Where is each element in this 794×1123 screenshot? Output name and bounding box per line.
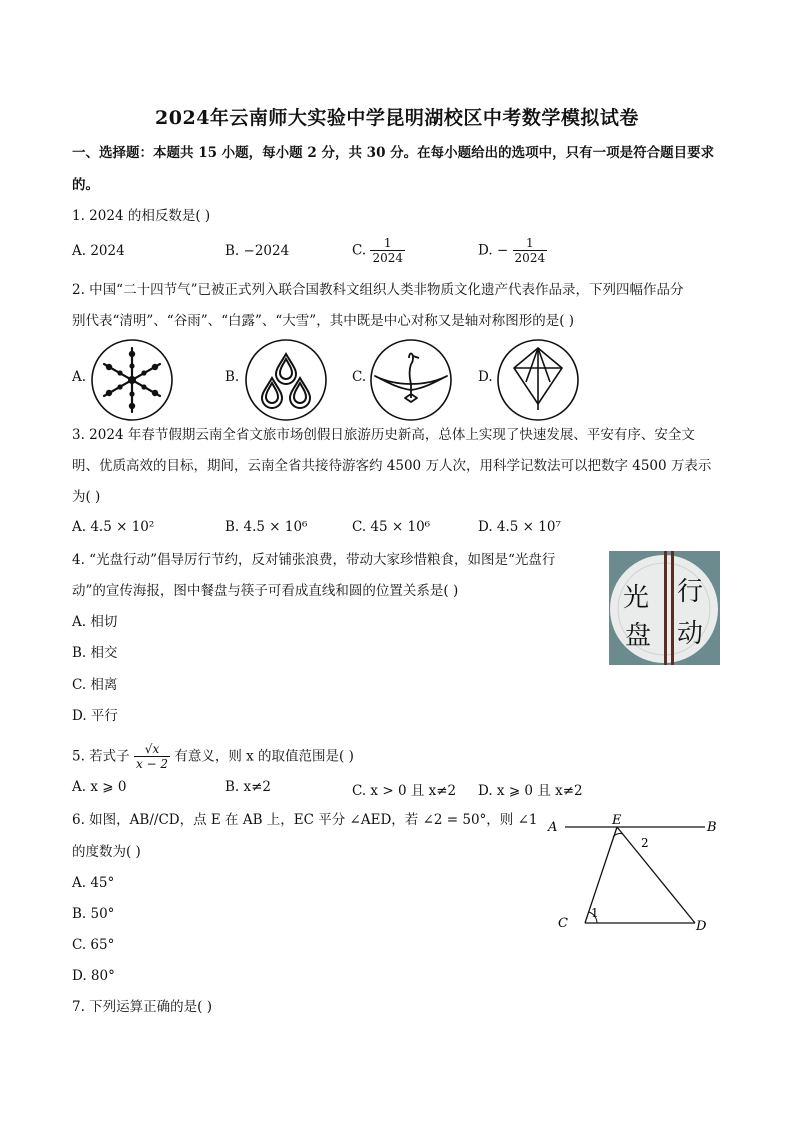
q7-stem: 7. 下列运算正确的是( ) <box>72 999 212 1015</box>
q5-denominator: x − 2 <box>135 757 169 771</box>
poster-char-1: 光 <box>623 583 650 613</box>
q5-stem-prefix: 5. 若式子 <box>72 748 130 765</box>
label-angle-1: 1 <box>591 906 599 920</box>
poster-char-2: 行 <box>677 577 704 607</box>
poster-char-4: 动 <box>677 619 704 649</box>
clean-plate-poster <box>609 551 720 665</box>
q2-option-a-label: A. <box>72 369 87 385</box>
q5-stem <box>72 738 354 774</box>
q5-fraction <box>134 742 170 771</box>
q4-option-d: D. 平行 <box>72 708 118 724</box>
kite-icon <box>496 338 580 422</box>
snowflake-icon <box>90 338 174 422</box>
q1-option-c-fraction <box>370 236 405 265</box>
label-a: A <box>548 820 558 835</box>
q6-option-a: A. 45° <box>72 875 115 891</box>
q3-stem-line1: 3. 2024 年春节假期云南全省文旅市场创假日旅游历史新高，总体上实现了快速发展、平安有序、安全文 <box>72 427 695 443</box>
section-instruction-line2: 的。 <box>72 177 99 193</box>
q1-stem: 1. 2024 的相反数是( ) <box>72 208 211 224</box>
q2-option-d-label: D. <box>478 369 493 385</box>
q2-option-c-label: C. <box>352 369 367 385</box>
q3-option-a: A. 4.5 × 10² <box>72 519 155 535</box>
q5-option-a: A. x ⩾ 0 <box>72 779 127 795</box>
q5-stem-suffix: 有意义，则 x 的取值范围是( ) <box>174 748 354 765</box>
q6-option-c: C. 65° <box>72 937 115 953</box>
q6-geometry-figure <box>545 810 725 940</box>
q5-option-b: B. x≠2 <box>225 779 272 795</box>
chopstick-left <box>664 551 667 665</box>
poster-char-3: 盘 <box>625 621 652 651</box>
q1-option-c-label: C. <box>352 242 367 259</box>
q5-option-d: D. x ⩾ 0 且 x≠2 <box>478 783 583 799</box>
q3-option-b: B. 4.5 × 10⁶ <box>225 519 308 535</box>
q2-option-b-label: B. <box>225 369 240 385</box>
q3-option-d: D. 4.5 × 10⁷ <box>478 519 561 535</box>
q6-stem-line2: 的度数为( ) <box>72 844 141 860</box>
raindrops-icon <box>244 338 328 422</box>
q3-option-c: C. 45 × 10⁶ <box>352 519 431 535</box>
q1-option-d <box>478 236 547 265</box>
q3-stem-line3: 为( ) <box>72 489 101 505</box>
q5-numerator: √x <box>134 742 170 757</box>
label-d: D <box>696 919 707 934</box>
q1-option-c-denominator: 2024 <box>372 251 403 265</box>
page-title: 2024年云南师大实验中学昆明湖校区中考数学模拟试卷 <box>155 107 639 129</box>
segment-ec <box>585 827 617 923</box>
label-b: B <box>707 820 717 835</box>
q1-option-c <box>352 236 405 265</box>
q4-option-a: A. 相切 <box>72 614 118 630</box>
q2-stem-line1: 2. 中国“二十四节气”已被正式列入联合国教科文组织人类非物质文化遗产代表作品录，下列四幅作品分 <box>72 282 684 298</box>
q1-option-b: B. −2024 <box>225 243 290 259</box>
q2-stem-line2: 别代表“清明”、“谷雨”、“白露”、“大雪”，其中既是中心对称又是轴对称图形的是( ) <box>72 313 575 329</box>
q3-options <box>72 519 632 539</box>
q1-option-d-numerator: 1 <box>513 236 548 251</box>
label-angle-2: 2 <box>641 836 649 850</box>
q1-options <box>72 236 632 270</box>
chopstick-right <box>671 551 674 665</box>
q1-option-d-fraction <box>513 236 548 265</box>
q5-options <box>72 779 632 799</box>
section-instruction-line1: 一、选择题：本题共 15 小题，每小题 2 分，共 30 分。在每小题给出的选项中，只有一项是符合题目要求 <box>72 145 715 161</box>
q6-stem-line1: 6. 如图，AB//CD，点 E 在 AB 上，EC 平分 ∠AED，若 ∠2 = 50°，则 ∠1 <box>72 812 538 828</box>
q4-option-c: C. 相离 <box>72 677 118 693</box>
q5-option-c: C. x > 0 且 x≠2 <box>352 783 457 799</box>
bird-icon <box>369 338 453 422</box>
q4-stem-line1: 4. “光盘行动”倡导厉行节约，反对铺张浪费，带动大家珍惜粮食，如图是“光盘行 <box>72 552 556 568</box>
q1-option-d-label: D. − <box>478 242 509 259</box>
q6-option-d: D. 80° <box>72 968 115 984</box>
segment-ed <box>617 827 695 923</box>
q4-stem-line2: 动”的宣传海报，图中餐盘与筷子可看成直线和圆的位置关系是( ) <box>72 583 459 599</box>
q1-option-d-denominator: 2024 <box>514 251 546 265</box>
q1-option-c-numerator: 1 <box>370 236 405 251</box>
q3-stem-line2: 明、优质高效的目标，期间，云南全省共接待游客约 4500 万人次，用科学记数法可以把数字 4500 万表示 <box>72 458 712 474</box>
q4-option-b: B. 相交 <box>72 645 118 661</box>
q1-option-a: A. 2024 <box>72 243 125 259</box>
label-c: C <box>558 916 568 931</box>
label-e: E <box>612 813 622 828</box>
q6-option-b: B. 50° <box>72 906 115 922</box>
